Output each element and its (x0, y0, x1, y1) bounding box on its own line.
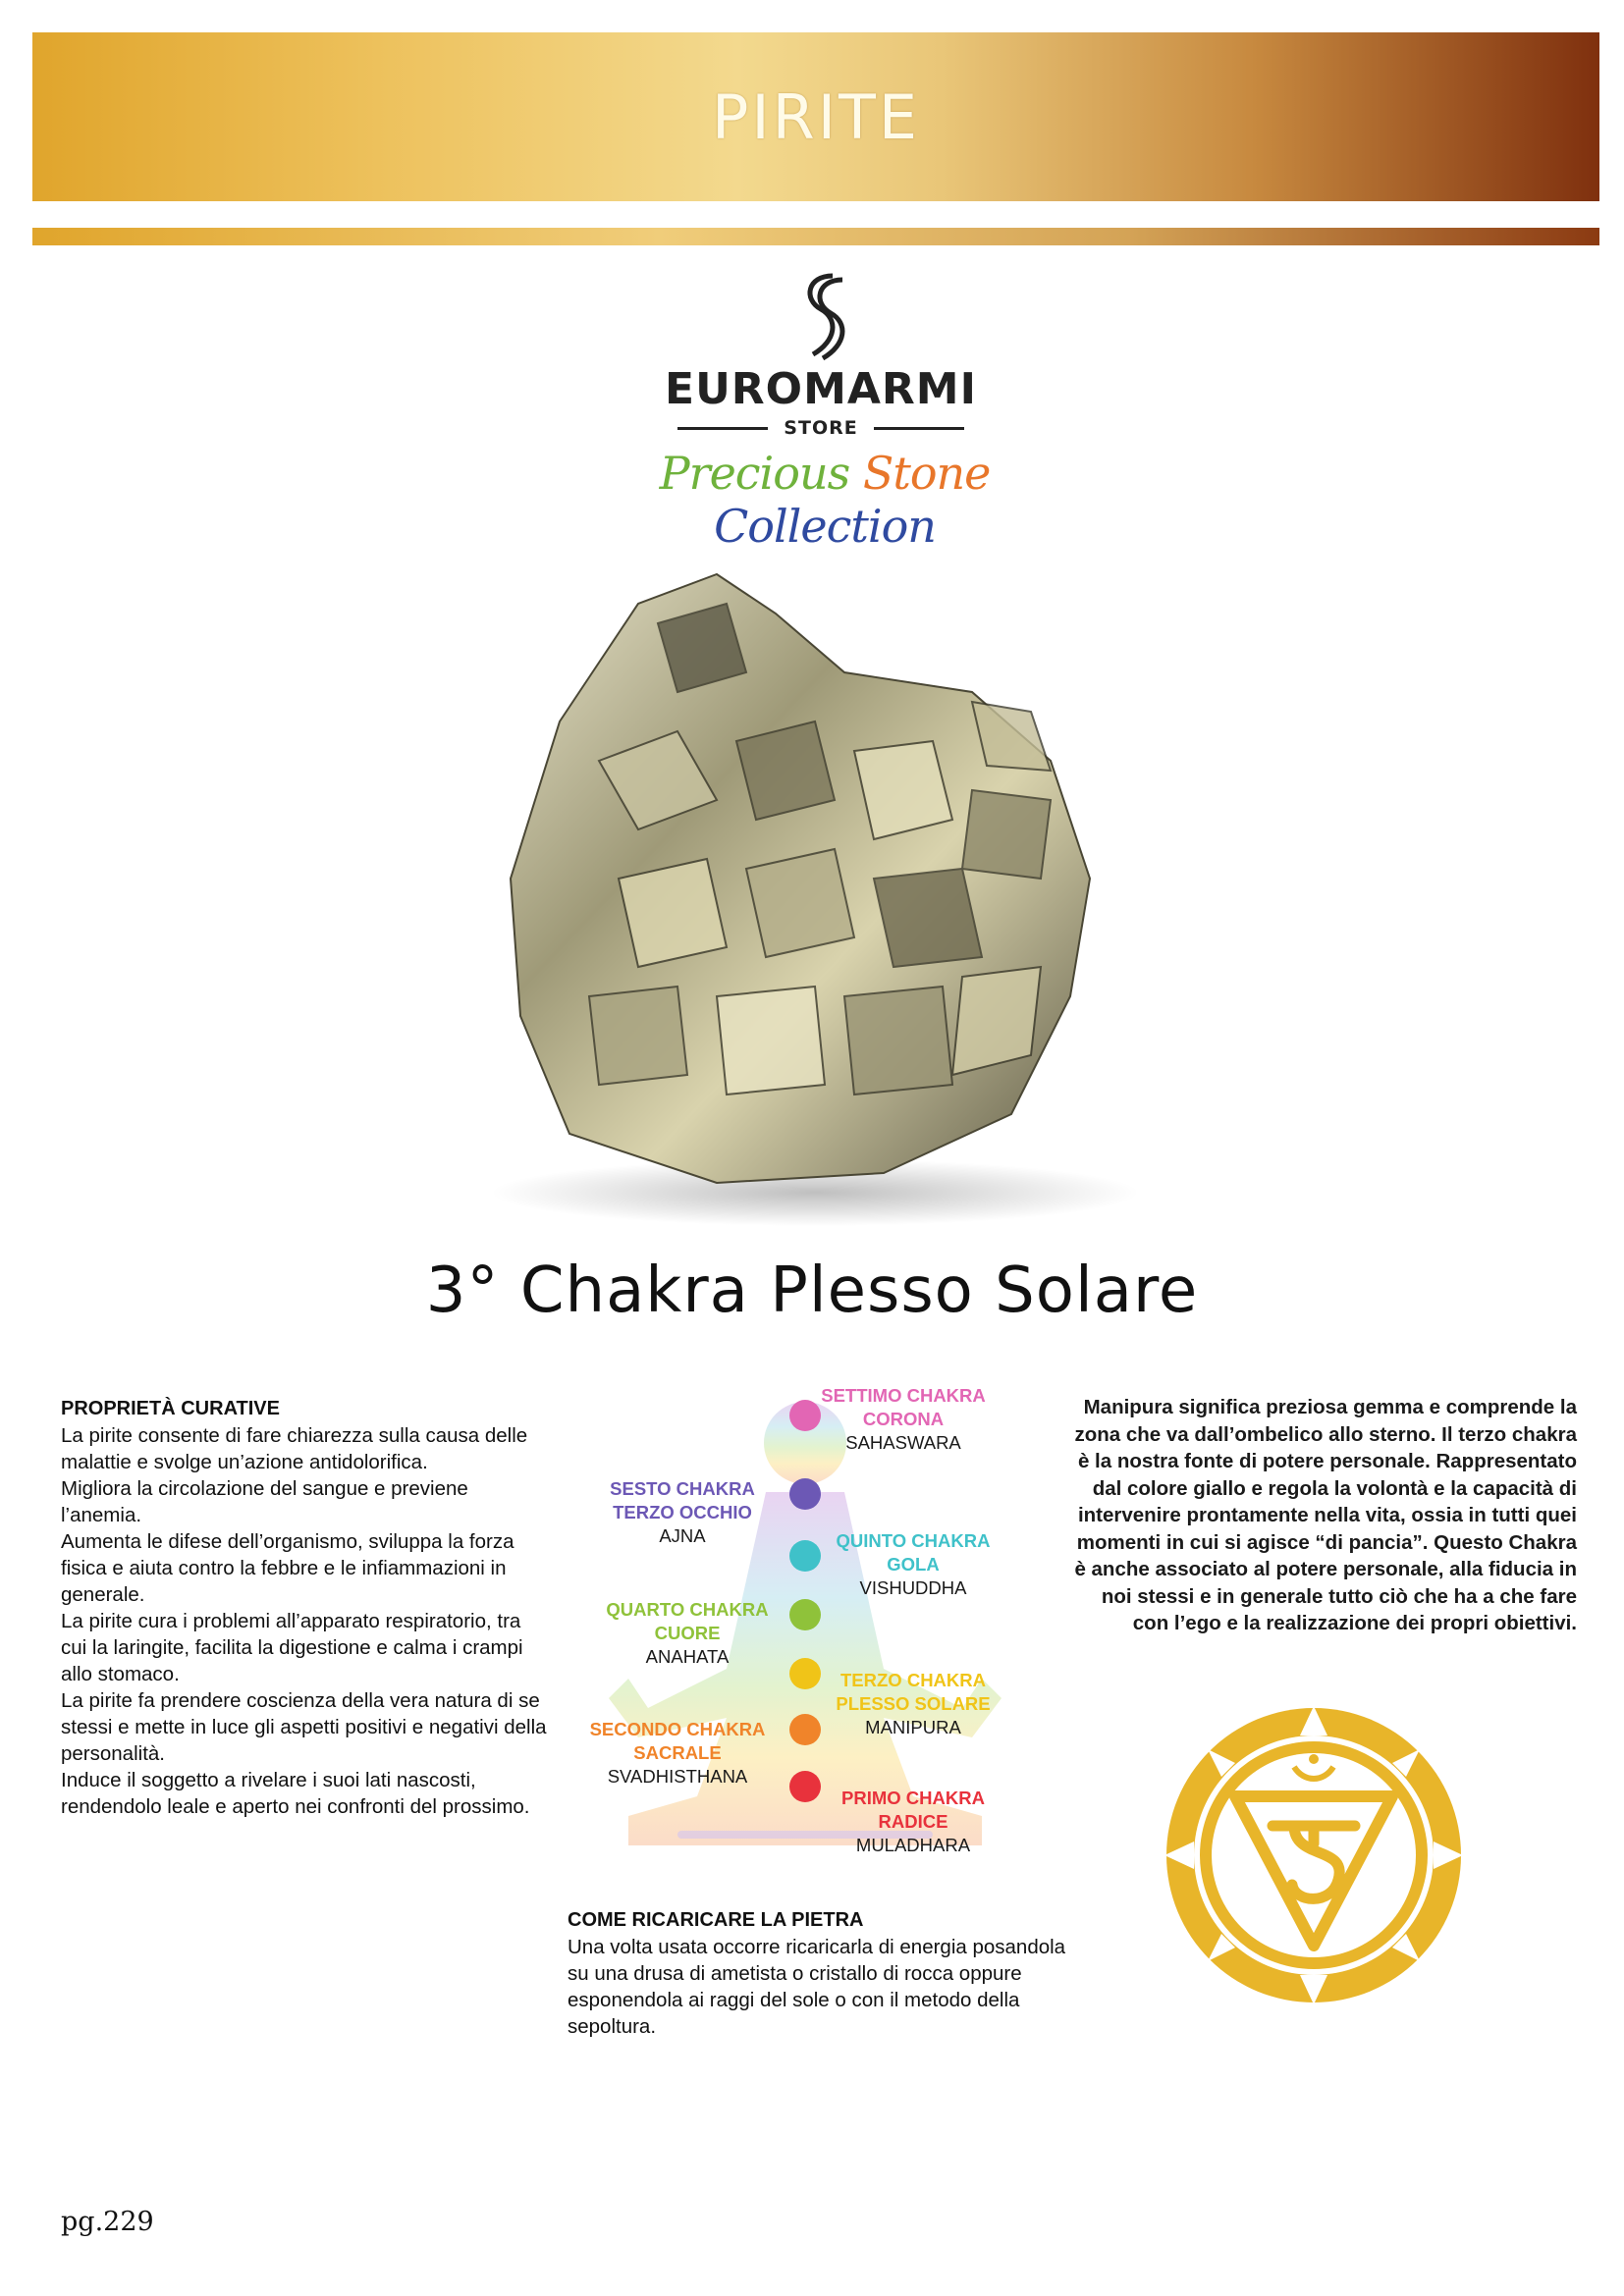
chakra-name: SECONDO CHAKRA SACRALE (589, 1719, 766, 1763)
page-number: pg.229 (61, 2207, 154, 2237)
logo-s-icon (787, 270, 856, 363)
page-title: PIRITE (711, 80, 921, 153)
header-divider (32, 228, 1599, 245)
recharge-heading: COME RICARICARE LA PIETRA (568, 1909, 864, 1931)
chakra-label-3 (810, 1669, 1016, 1739)
euromarmi-logo (664, 270, 978, 437)
manipura-symbol-icon (1147, 1688, 1481, 2022)
chakra-sanskrit: AJNA (659, 1525, 706, 1546)
chakra-label-2 (574, 1718, 781, 1789)
property-paragraph: La pirite fa prendere coscienza della vera natura di se stessi e mette in luce gli aspetti positivi e negativi della personalità. (61, 1689, 547, 1765)
chakra-label-1 (810, 1787, 1016, 1857)
chakra-sanskrit: MULADHARA (855, 1835, 971, 1855)
recharge-section (568, 1907, 1078, 2040)
chakra-diagram (569, 1384, 1041, 1855)
chakra-sanskrit: MANIPURA (865, 1717, 961, 1737)
chakra-name: TERZO CHAKRA PLESSO SOLARE (836, 1670, 991, 1714)
recharge-text: Una volta usata occorre ricaricarla di energia posandola su una drusa di ametista o cristallo di rocca oppure esponendola ai raggi del sole o con il metodo della sepoltura. (568, 1936, 1066, 2038)
chakra-name: QUINTO CHAKRA GOLA (836, 1530, 991, 1575)
manipura-description: Manipura significa preziosa gemma e comprende la zona che va dall’ombelico allo sterno. Il terzo chakra è la nostra fonte di potere personale. Rappresentato dal colore giallo e regola la volontà e la capacità di intervenire prontamente nella vita, ossia in tutti quei momenti in cui si agisce “di pancia”. Questo Chakra è anche associato al potere personale, alla fiducia in noi stessi e in generale tutto ciò che ha a che fare con l’ego e la realizzazione dei propri obiettivi. (1074, 1396, 1577, 1634)
header-banner (32, 32, 1599, 201)
chakra-sanskrit: ANAHATA (645, 1646, 730, 1667)
logo-store-row (672, 417, 970, 439)
chakra-name: QUARTO CHAKRA CUORE (606, 1599, 769, 1643)
property-paragraph: La pirite cura i problemi all’apparato respiratorio, tra cui la laringite, facilita la digestione e calma i crampi allo stomaco. (61, 1610, 523, 1685)
properties-heading: PROPRIETÀ CURATIVE (61, 1398, 280, 1419)
healing-properties (61, 1396, 552, 1820)
chakra-heading: 3° Chakra Plesso Solare (425, 1255, 1199, 1327)
logo-brand: EUROMARMI (665, 364, 977, 414)
chakra-name: SESTO CHAKRA TERZO OCCHIO (610, 1478, 755, 1522)
logo-line-right (874, 427, 964, 430)
chakra-dot (789, 1599, 821, 1630)
property-paragraph: La pirite consente di fare chiarezza sulla causa delle malattie e svolge un’azione antidolorifica. (61, 1424, 528, 1473)
chakra-sanskrit: SVADHISTHANA (607, 1766, 748, 1787)
logo-store: STORE (784, 417, 858, 439)
chakra-sanskrit: SAHASWARA (845, 1432, 961, 1453)
chakra-label-7 (800, 1384, 1006, 1455)
chakra-name: PRIMO CHAKRA RADICE (841, 1788, 985, 1832)
chakra-name: SETTIMO CHAKRA CORONA (821, 1385, 986, 1429)
chakra-sanskrit: VISHUDDHA (859, 1577, 967, 1598)
chakra-label-5 (810, 1529, 1016, 1600)
pyrite-stone-image (422, 506, 1208, 1252)
chakra-label-6 (579, 1477, 785, 1548)
collection-word-3: Collection (714, 500, 936, 553)
property-paragraph: Induce il soggetto a rivelare i suoi lati nascosti, rendendolo leale e aperto nei confronti del prossimo. (61, 1769, 530, 1818)
property-paragraph: Migliora la circolazione del sangue e previene l’anemia. (61, 1477, 468, 1526)
property-paragraph: Aumenta le difese dell’organismo, sviluppa la forza fisica e aiuta contro la febbre e le infiammazioni in generale. (61, 1530, 514, 1606)
collection-word-2: Stone (862, 447, 991, 500)
chakra-dot (789, 1478, 821, 1510)
collection-word-1: Precious (659, 447, 850, 500)
chakra-label-4 (584, 1598, 790, 1669)
